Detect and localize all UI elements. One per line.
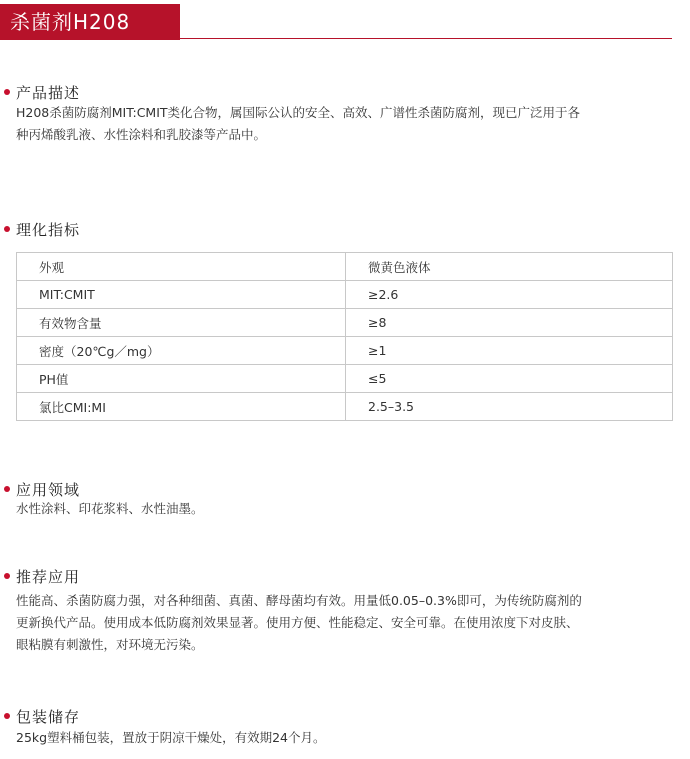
section-heading [4, 706, 80, 726]
table-row [17, 309, 673, 337]
spec-name: 外观 [17, 253, 346, 281]
spec-name: PH值 [17, 365, 346, 393]
bullet-icon [4, 573, 10, 579]
section-heading [4, 566, 80, 586]
spec-value: 微黄色液体 [346, 253, 673, 281]
table-row [17, 337, 673, 365]
text-line: 水性涂料、印花浆料、水性油墨。 [16, 501, 204, 516]
spec-name: 有效物含量 [17, 309, 346, 337]
header-rule [180, 38, 672, 39]
section-title: 推荐应用 [16, 567, 81, 586]
text-line: 25kg塑料桶包装，置放于阴凉干燥处，有效期24个月。 [16, 730, 326, 745]
spec-name: MIT:CMIT [17, 281, 346, 309]
spec-name: 密度（20℃g／mg） [17, 337, 346, 365]
spec-value: ≤5 [346, 365, 673, 393]
bullet-icon [4, 486, 10, 492]
text-line: 种丙烯酸乳液、水性涂料和乳胶漆等产品中。 [16, 127, 267, 142]
spec-value: ≥1 [346, 337, 673, 365]
page-header [0, 0, 690, 34]
spec-value: 2.5–3.5 [346, 393, 673, 421]
section-heading [4, 219, 80, 239]
section-heading [4, 479, 80, 499]
table-row [17, 393, 673, 421]
spec-name: 氯比CMI:MI [17, 393, 346, 421]
section-heading [4, 82, 80, 102]
bullet-icon [4, 226, 10, 232]
table-row [17, 253, 673, 281]
bullet-icon [4, 89, 10, 95]
spec-table [16, 252, 673, 421]
title-block [0, 4, 180, 40]
text-line: H208杀菌防腐剂MIT:CMIT类化合物，属国际公认的安全、高效、广谱性杀菌防腐剂，现已广泛用于各 [16, 105, 581, 120]
table-row [17, 281, 673, 309]
section-title: 应用领域 [16, 480, 81, 499]
text-line: 更新换代产品。使用成本低防腐剂效果显著。使用方便、性能稳定、安全可靠。在使用浓度下对皮肤、 [16, 615, 579, 630]
section-title: 包装储存 [16, 707, 81, 726]
section-title: 产品描述 [16, 83, 81, 102]
section-title: 理化指标 [16, 220, 81, 239]
section-body [16, 102, 680, 146]
page-title: 杀菌剂H208 [10, 10, 131, 34]
section-body [16, 498, 680, 520]
spec-value: ≥8 [346, 309, 673, 337]
table-row [17, 365, 673, 393]
spec-value: ≥2.6 [346, 281, 673, 309]
text-line: 性能高、杀菌防腐力强，对各种细菌、真菌、酵母菌均有效。用量低0.05–0.3%即可，为传统防腐剂的 [16, 593, 582, 608]
section-body [16, 590, 680, 656]
bullet-icon [4, 713, 10, 719]
section-body [16, 727, 680, 749]
text-line: 眼粘膜有刺激性，对环境无污染。 [16, 637, 204, 652]
